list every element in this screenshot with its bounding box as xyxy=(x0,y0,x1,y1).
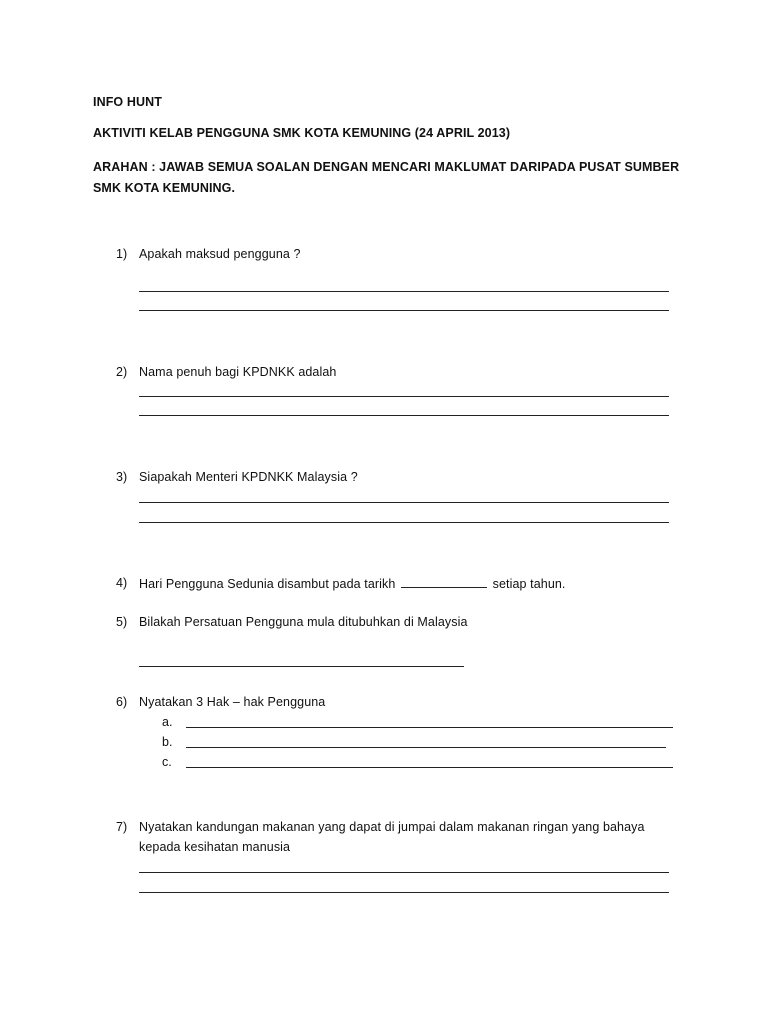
question-6-item-a-label: a. xyxy=(162,715,173,729)
question-1-number: 1) xyxy=(116,247,128,261)
question-1-answer-line-1[interactable] xyxy=(139,291,669,292)
question-6-item-b-line[interactable] xyxy=(186,747,666,748)
question-7-answer-line-1[interactable] xyxy=(139,872,669,873)
question-6-item-a-line[interactable] xyxy=(186,727,673,728)
question-2-number: 2) xyxy=(116,365,128,379)
question-3-text: Siapakah Menteri KPDNKK Malaysia ? xyxy=(139,470,358,484)
question-2-text: Nama penuh bagi KPDNKK adalah xyxy=(139,365,337,379)
activity-subtitle: AKTIVITI KELAB PENGGUNA SMK KOTA KEMUNING (24 APRIL 2013) xyxy=(93,126,511,140)
page-title: INFO HUNT xyxy=(93,95,162,109)
instruction-line-2: SMK KOTA KEMUNING. xyxy=(93,181,236,195)
question-5-text: Bilakah Persatuan Pengguna mula ditubuhkan di Malaysia xyxy=(139,615,468,629)
question-5-number: 5) xyxy=(116,615,128,629)
question-3-answer-line-2[interactable] xyxy=(139,522,669,523)
question-7-text-line-1: Nyatakan kandungan makanan yang dapat di jumpai dalam makanan ringan yang bahaya xyxy=(139,820,645,834)
question-4-text xyxy=(139,575,566,592)
question-4-text-before: Hari Pengguna Sedunia disambut pada tarikh xyxy=(139,577,396,591)
question-6-number: 6) xyxy=(116,695,128,709)
question-6-item-b-label: b. xyxy=(162,735,173,749)
question-4-date-blank[interactable] xyxy=(401,575,487,588)
question-6-text: Nyatakan 3 Hak – hak Pengguna xyxy=(139,695,326,709)
question-5-answer-line[interactable] xyxy=(139,666,464,667)
question-2-answer-line-1[interactable] xyxy=(139,396,669,397)
question-6-item-c-line[interactable] xyxy=(186,767,673,768)
question-7-answer-line-2[interactable] xyxy=(139,892,669,893)
question-2-answer-line-2[interactable] xyxy=(139,415,669,416)
question-1-text: Apakah maksud pengguna ? xyxy=(139,247,301,261)
question-3-number: 3) xyxy=(116,470,128,484)
question-1-answer-line-2[interactable] xyxy=(139,310,669,311)
question-6-item-c-label: c. xyxy=(162,755,172,769)
instruction-line-1: ARAHAN : JAWAB SEMUA SOALAN DENGAN MENCARI MAKLUMAT DARIPADA PUSAT SUMBER xyxy=(93,160,680,174)
question-7-text-line-2: kepada kesihatan manusia xyxy=(139,840,291,854)
question-4-number: 4) xyxy=(116,576,128,590)
question-3-answer-line-1[interactable] xyxy=(139,502,669,503)
question-7-number: 7) xyxy=(116,820,128,834)
question-4-text-after: setiap tahun. xyxy=(492,577,566,591)
